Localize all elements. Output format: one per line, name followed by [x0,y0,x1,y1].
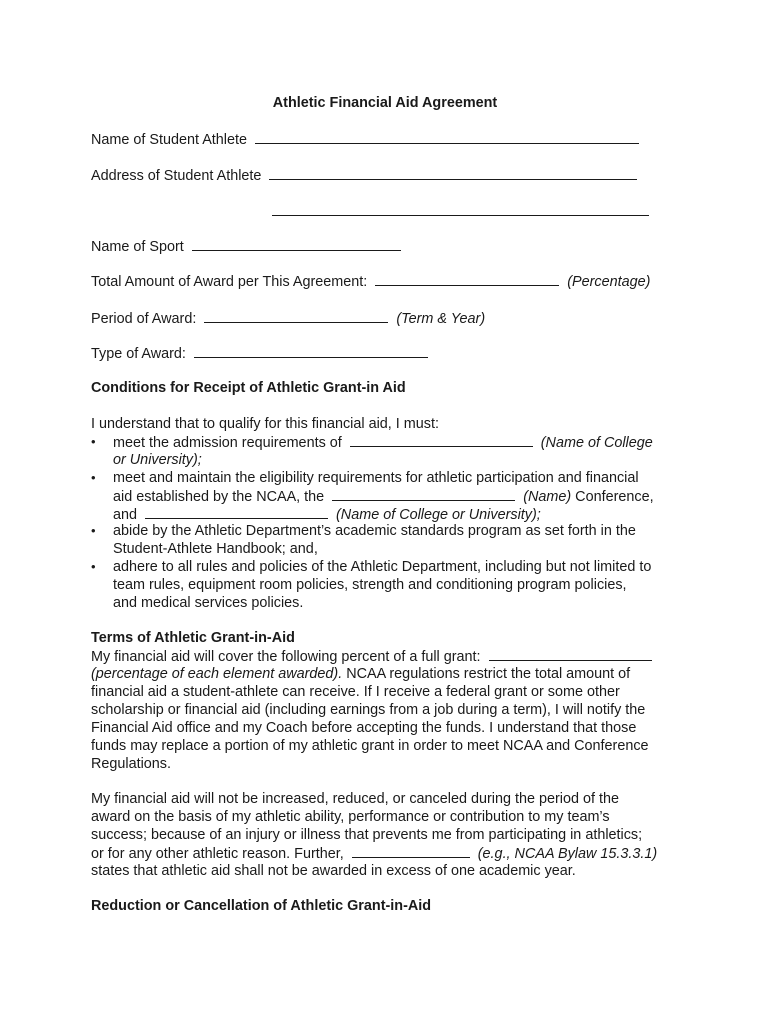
terms-p2-note: (e.g., NCAA Bylaw 15.3.3.1) [477,846,658,862]
bullet-marker-3: • [91,523,96,538]
bylaw-blank[interactable] [352,844,470,858]
bullet-marker-4: • [91,559,96,574]
terms-p1-text-2: NCAA regulations restrict the total amount of [346,666,631,682]
terms-heading: Terms of Athletic Grant-in-Aid [91,630,295,646]
bullet-4-line-3: and medical services policies. [113,595,304,611]
terms-p2-line-1: My financial aid will not be increased, reduced, or canceled during the period of the [91,791,619,807]
terms-p1-line-4: scholarship or financial aid (including earnings from a job during a term), I will notify the [91,702,646,718]
field-address-blank-2[interactable] [272,202,649,216]
field-address-row2 [272,202,649,221]
field-type-blank[interactable] [194,344,428,358]
bullet-2-note-2: (Name of College or University); [336,507,541,523]
bullet-marker-1: • [91,434,96,449]
field-sport-blank[interactable] [192,237,401,251]
field-total-note: (Percentage) [567,274,651,290]
field-type-row [91,344,428,363]
field-total-row [91,272,650,291]
bullet-2-note: (Name) [523,489,572,505]
field-name-blank[interactable] [255,130,639,144]
bullet-2-text: aid established by the NCAA, the [113,489,325,505]
bullet-2-line-1: meet and maintain the eligibility requirements for athletic participation and financial [113,470,639,486]
bullet-2-and: and [113,507,138,523]
terms-p2-line-2: award on the basis of my athletic ability, performance or contribution to my team’s [91,809,610,825]
grant-percent-blank[interactable] [489,647,652,661]
college-name-blank[interactable] [350,433,533,447]
bullet-1-text: meet the admission requirements of [113,435,342,451]
field-address-blank[interactable] [269,166,637,180]
field-sport-row [91,237,401,256]
terms-p1-line-2 [91,665,630,683]
bullet-3-line-1: abide by the Athletic Department’s academic standards program as set forth in the [113,523,636,539]
terms-p1-line-6: funds may replace a portion of my athletic grant in order to meet NCAA and Conference [91,738,649,754]
bullet-1-note: (Name of College [540,435,653,451]
field-total-label: Total Amount of Award per This Agreement: [91,274,368,290]
bullet-3-line-2: Student-Athlete Handbook; and, [113,541,318,557]
bullet-1-line-2: or University); [113,452,202,468]
field-period-blank[interactable] [204,309,388,323]
conference-name-blank[interactable] [332,487,515,501]
conditions-intro: I understand that to qualify for this financial aid, I must: [91,416,439,432]
field-period-note: (Term & Year) [396,311,486,327]
reduction-heading: Reduction or Cancellation of Athletic Grant-in-Aid [91,898,432,914]
bullet-2-line-2 [113,487,654,506]
field-period-label: Period of Award: [91,311,197,327]
field-address-label: Address of Student Athlete [91,168,262,184]
field-period-row [91,309,485,328]
field-name-row [91,130,639,149]
field-type-label: Type of Award: [91,346,186,362]
terms-p1-line-3: financial aid a student-athlete can receive. If I receive a federal grant or some other [91,684,620,700]
terms-p1-line-1 [91,647,652,666]
terms-p1-text: My financial aid will cover the following percent of a full grant: [91,649,481,665]
terms-p2-line-5: states that athletic aid shall not be awarded in excess of one academic year. [91,863,576,879]
field-total-blank[interactable] [375,272,559,286]
conditions-heading: Conditions for Receipt of Athletic Grant-in Aid [91,380,406,396]
bullet-1-line-1 [113,433,653,452]
college-name-blank-2[interactable] [145,505,328,519]
terms-p2-line-3: success; because of an injury or illness that prevents me from participating in athletics; [91,827,643,843]
field-name-label: Name of Student Athlete [91,132,247,148]
field-address-row [91,166,637,185]
terms-p1-line-5: Financial Aid office and my Coach before accepting the funds. I understand that those [91,720,637,736]
document-title: Athletic Financial Aid Agreement [272,95,498,111]
bullet-4-line-2: team rules, equipment room policies, strength and conditioning program policies, [113,577,627,593]
field-sport-label: Name of Sport [91,239,184,255]
bullet-2-conference: Conference, [575,489,654,505]
terms-p1-note: (percentage of each element awarded). [91,666,343,682]
terms-p1-line-7: Regulations. [91,756,171,772]
terms-p2-line-4 [91,844,657,863]
terms-p2-text: or for any other athletic reason. Further, [91,846,344,862]
bullet-4-line-1: adhere to all rules and policies of the Athletic Department, including but not limited to [113,559,652,575]
bullet-marker-2: • [91,470,96,485]
